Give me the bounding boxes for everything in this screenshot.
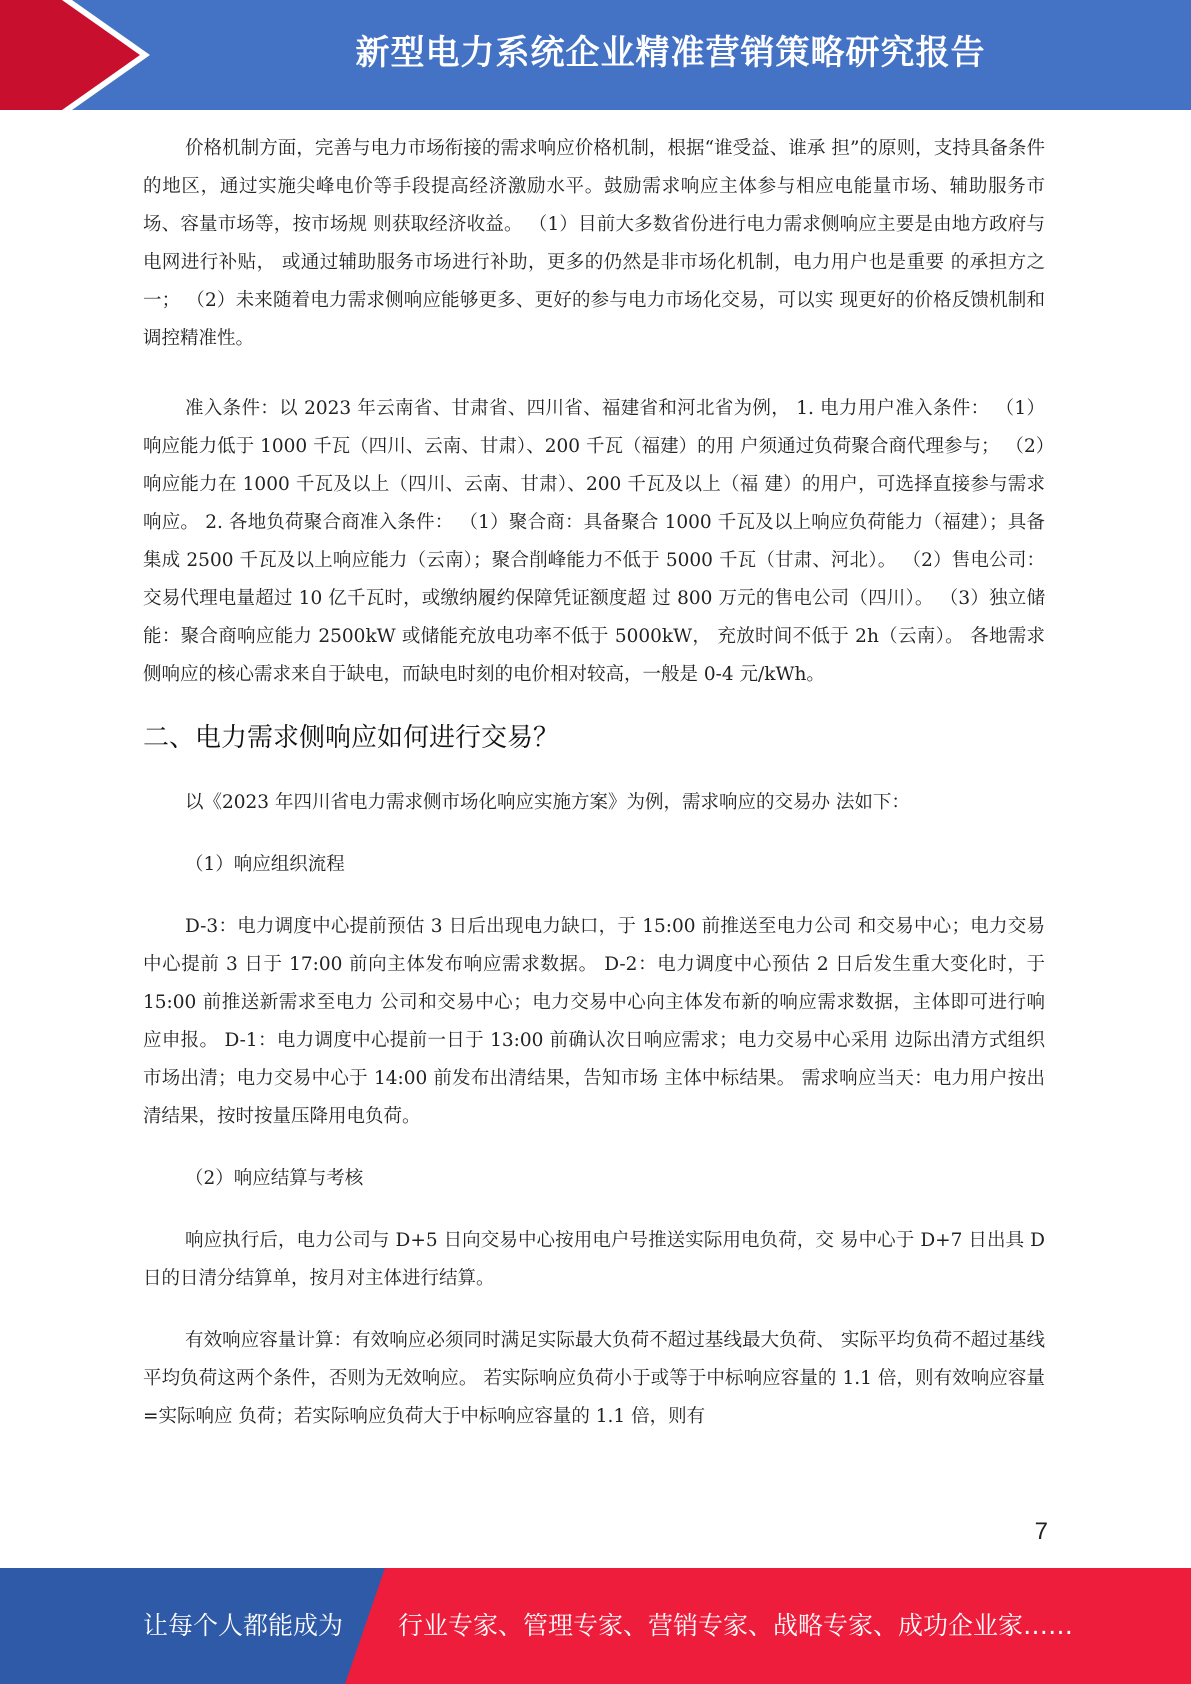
paragraph-trading-intro: 以《2023 年四川省电力需求侧市场化响应实施方案》为例，需求响应的交易办 法如下： [185,792,910,813]
page-footer [0,1568,1191,1684]
subheading-process: （1）响应组织流程 [185,854,345,875]
paragraph-effective-capacity: 有效响应容量计算：有效响应必须同时满足实际最大负荷不超过基线最大负荷、 实际平均负荷不超过基线平均负荷这两个条件，否则为无效响应。 若实际响应负荷小于或等于中标响应容量的 1.1 倍，则有效响应容量=实际响应 负荷；若实际响应负荷大于中标响应容量的 1.1 倍，则有 [143,1330,1045,1427]
document-body [143,130,1045,1436]
paragraph-process: D-3：电力调度中心提前预估 3 日后出现电力缺口，于 15:00 前推送至电力公司 和交易中心；电力交易中心提前 3 日于 17:00 前向主体发布响应需求数据。 D-2：电力调度中心预估 2 日后发生重大变化时，于 15:00 前推送新需求至电力 公司和交易中心；电力交易中心向主体发布新的响应需求数据，主体即可进行响 应申报。 D-1：电力调度中心提前一日于 13:00 前确认次日响应需求；电力交易中心采用 边际出清方式组织市场出清；电力交易中心于 14:00 前发布出清结果，告知市场 主体中标结果。 需求响应当天：电力用户按出清结果，按时按量压降用电负荷。 [143,916,1045,1127]
page-number: 7 [1034,1518,1048,1545]
header-chevron-icon [0,0,140,110]
page-header [0,0,1191,110]
paragraph-admission-conditions: 准入条件：以 2023 年云南省、甘肃省、四川省、福建省和河北省为例， 1. 电力用户准入条件： （1）响应能力低于 1000 千瓦（四川、云南、甘肃）、200 千瓦（福建）的用 户须通过负荷聚合商代理参与； （2）响应能力在 1000 千瓦及以上（四川、云南、甘肃）、200 千瓦及以上（福 建）的用户，可选择直接参与需求响应。 2. 各地负荷聚合商准入条件： （1）聚合商：具备聚合 1000 千瓦及以上响应负荷能力（福建）；具备集成 2500 千瓦及以上响应能力（云南）；聚合削峰能力不低于 5000 千瓦（甘肃、河北）。 （2）售电公司：交易代理电量超过 10 亿千瓦时，或缴纳履约保障凭证额度超 过 800 万元的售电公司（四川）。 （3）独立储能：聚合商响应能力 2500kW 或储能充放电功率不低于 5000kW， 充放时间不低于 2h（云南）。 各地需求侧响应的核心需求来自于缺电，而缺电时刻的电价相对较高，一般是 0-4 元/kWh。 [143,398,1045,685]
paragraph-settlement: 响应执行后，电力公司与 D+5 日向交易中心按用电户号推送实际用电负荷，交 易中心于 D+7 日出具 D 日的日清分结算单，按月对主体进行结算。 [143,1230,1045,1289]
section-heading: 二、电力需求侧响应如何进行交易？ [143,723,560,753]
footer-slogan-right: 行业专家、管理专家、营销专家、战略专家、成功企业家…… [398,1611,1074,1640]
paragraph-price-mechanism: 价格机制方面，完善与电力市场衔接的需求响应价格机制，根据“谁受益、谁承 担”的原则，支持具备条件的地区，通过实施尖峰电价等手段提高经济激励水平。鼓励需求响应主体参与相应电能量市场、辅助服务市场、容量市场等，按市场规 则获取经济收益。 （1）目前大多数省份进行电力需求侧响应主要是由地方政府与电网进行补贴， 或通过辅助服务市场进行补助，更多的仍然是非市场化机制，电力用户也是重要 的承担方之一； （2）未来随着电力需求侧响应能够更多、更好的参与电力市场化交易，可以实 现更好的价格反馈机制和调控精准性。 [143,138,1045,349]
footer-slogan-left: 让每个人都能成为 [143,1611,344,1640]
subheading-settlement: （2）响应结算与考核 [185,1168,364,1189]
report-title: 新型电力系统企业精准营销策略研究报告 [355,33,986,73]
